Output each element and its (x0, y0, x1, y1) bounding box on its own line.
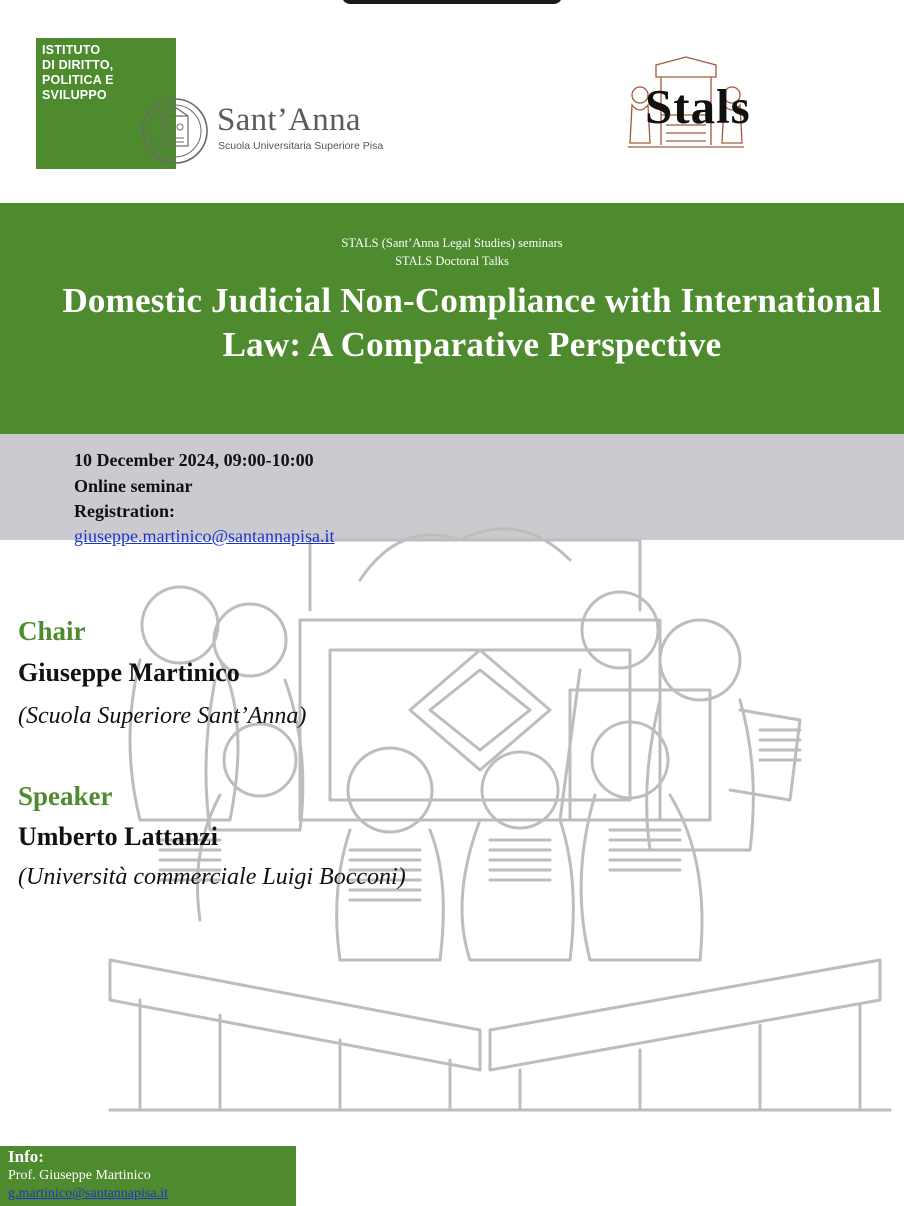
chair-label: Chair (18, 616, 86, 646)
info-email-link[interactable]: g.martinico@santannapisa.it (8, 1186, 168, 1201)
series-subtitle: STALS Doctoral Talks (395, 254, 509, 268)
chair-name: Giuseppe Martinico (18, 658, 240, 687)
seminar-title: Domestic Judicial Non-Compliance with International Law: A Comparative Perspective (62, 281, 882, 364)
info-contact-name: Prof. Giuseppe Martinico (8, 1168, 151, 1183)
registration-email-link[interactable]: giuseppe.martinico@santannapisa.it (74, 526, 335, 546)
seminar-format: Online seminar (74, 476, 193, 496)
university-seal-icon (140, 96, 210, 166)
university-name: Sant’Anna (217, 102, 361, 138)
series-name: STALS (Sant’Anna Legal Studies) seminars (341, 236, 563, 250)
institute-name: ISTITUTO DI DIRITTO, POLITICA E SVILUPPO (42, 43, 114, 102)
speaker-name: Umberto Lattanzi (18, 822, 219, 851)
speaker-label: Speaker (18, 781, 113, 811)
info-title: Info: (8, 1147, 44, 1166)
chair-affiliation: (Scuola Superiore Sant’Anna) (18, 703, 307, 729)
speaker-affiliation: (Università commerciale Luigi Bocconi) (18, 864, 406, 890)
device-notch (342, 0, 562, 4)
seminar-date-time: 10 December 2024, 09:00-10:00 (74, 450, 314, 470)
stals-logo-text: Stals (645, 79, 751, 134)
scholars-illustration (100, 520, 904, 1120)
registration-label: Registration: (74, 501, 175, 521)
university-subtitle: Scuola Universitaria Superiore Pisa (218, 140, 384, 152)
